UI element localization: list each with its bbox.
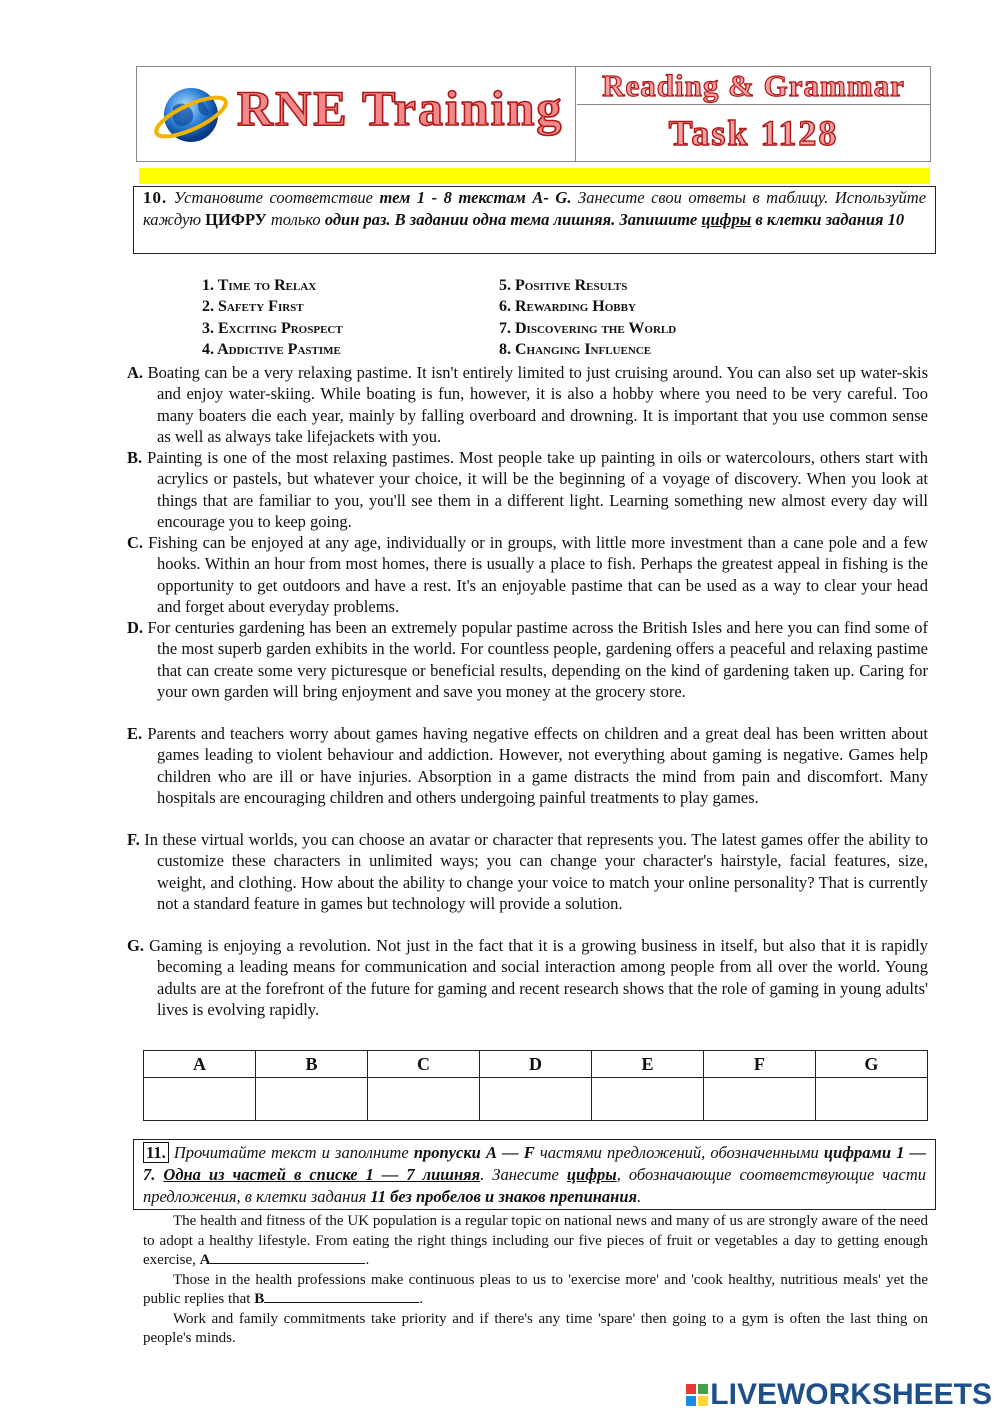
instr-text: ЦИФРУ bbox=[205, 210, 267, 229]
paragraph-label: D. bbox=[127, 618, 144, 637]
paragraph-label: A. bbox=[127, 363, 144, 382]
header-title: Reading & Grammar bbox=[577, 67, 930, 105]
passage-text: The health and fitness of the UK population is a regular topic on national news and many of us are strongly aware of the need to adopt a healthy lifestyle. From eating the right things including our five pieces of fruit or vegetables a day to getting enough exercise, bbox=[143, 1213, 928, 1268]
topic-item: 8. Changing Influence bbox=[499, 341, 652, 358]
table-header-cell: G bbox=[815, 1051, 927, 1078]
header-task-number: Task 1128 bbox=[668, 113, 839, 153]
instr-text: цифры bbox=[566, 1165, 617, 1184]
paragraph-text: For centuries gardening has been an extremely popular pastime across the British Isles and here you can find some of the most superb garden exhibits in the world. For countless people, gardening offers a peaceful and relaxing pastime that can create some very picturesque or beneficial results, depending on the kind of gardening taken up. Caring for your own garden will bring enjoyment and save you money at the grocery store. bbox=[147, 618, 929, 701]
table-header-cell: E bbox=[591, 1051, 703, 1078]
instr-text: Прочитайте текст и заполните bbox=[173, 1143, 409, 1162]
topic-item: 3. Exciting Prospect bbox=[202, 320, 343, 337]
paragraph-text: Fishing can be enjoyed at any age, individually or in groups, with little more investment than a cane pole and a few hooks. Within an hour from most homes, there is usually a place to fish. Perhaps the greatest appeal in fishing is the opportunity to get outdoors and have a rest. It's an enjoyable pastime that can be used as a way to clear your head and forget about everyday problems. bbox=[148, 533, 929, 616]
text-paragraph-e bbox=[127, 723, 928, 808]
task10-instructions bbox=[133, 186, 936, 254]
instr-text: Занесите свои ответы в таблицу. Используйте каждую bbox=[143, 188, 927, 229]
instr-text: тем 1 - 8 текстам А- G. bbox=[379, 188, 572, 207]
topic-item: 6. Rewarding Hobby bbox=[499, 298, 636, 315]
text-paragraph-g bbox=[127, 935, 928, 1020]
answer-cell-f[interactable] bbox=[703, 1078, 815, 1121]
instr-text: . bbox=[637, 1187, 642, 1206]
instr-text: один раз. В задании одна тема лишняя. Запишите bbox=[324, 210, 698, 229]
instr-text: . Занесите bbox=[480, 1165, 559, 1184]
instr-text: в клетки задания 10 bbox=[755, 210, 905, 229]
instr-text: Установите соответствие bbox=[173, 188, 373, 207]
table-header-cell: B bbox=[256, 1051, 368, 1078]
instr-text: цифры bbox=[701, 210, 752, 229]
table-header-cell: D bbox=[479, 1051, 591, 1078]
text-paragraph-a bbox=[127, 362, 928, 447]
topic-item: 4. Addictive Pastime bbox=[202, 341, 341, 358]
gap-blank-b[interactable] bbox=[264, 1290, 419, 1303]
globe-icon bbox=[151, 77, 231, 149]
table-header-cell: F bbox=[703, 1051, 815, 1078]
instr-text: частями предложений, обозначенными bbox=[539, 1143, 819, 1162]
answer-cell-a[interactable] bbox=[144, 1078, 256, 1121]
liveworksheets-logo bbox=[686, 1378, 992, 1412]
answer-table bbox=[143, 1050, 928, 1121]
yellow-divider bbox=[139, 168, 930, 184]
brand-text: LIVEWORKSHEETS bbox=[710, 1378, 992, 1411]
table-header-cell: C bbox=[367, 1051, 479, 1078]
topic-item: 2. Safety First bbox=[202, 298, 304, 315]
header-box bbox=[136, 66, 931, 162]
table-header-cell: A bbox=[144, 1051, 256, 1078]
paragraph-text: Gaming is enjoying a revolution. Not just in the fact that it is a growing business in itself, but also that it is rapidly becoming a leading means for communication and social interaction among people from all over the world. Young adults are at the forefront of the future for gaming and recent research shows that the role of gaming in young adults' lives is evolving rapidly. bbox=[149, 936, 928, 1019]
paragraph-label: E. bbox=[127, 724, 143, 743]
gap-label: B bbox=[254, 1291, 265, 1307]
passage-text: Those in the health professions make continuous pleas to us to 'exercise more' and 'cook healthy, nutritious meals' yet the public replies that bbox=[143, 1271, 928, 1307]
answer-cell-d[interactable] bbox=[479, 1078, 591, 1121]
instr-text: 11 без пробелов и знаков препинания bbox=[370, 1187, 638, 1206]
paragraph-text: Painting is one of the most relaxing pastimes. Most people take up painting in oils or watercolours, others start with acrylics or pastels, but whatever your choice, it will be the beginning of a voyage of discovery. When you look at things that are familiar to you, you'll see them in a different light. Learning something new almost every day will encourage you to keep going. bbox=[147, 448, 928, 531]
answer-cell-c[interactable] bbox=[367, 1078, 479, 1121]
paragraph-label: G. bbox=[127, 936, 144, 955]
text-paragraph-c bbox=[127, 532, 928, 617]
topic-item: 1. Time to Relax bbox=[202, 277, 317, 294]
gap-label: A bbox=[199, 1252, 211, 1268]
liveworksheets-icon bbox=[686, 1384, 708, 1406]
logo-title: RNE Training bbox=[237, 80, 564, 136]
passage-paragraph: Those in the health professions make continuous pleas to us to 'exercise more' and 'cook healthy, nutritious meals' yet the public replies that B . bbox=[143, 1271, 928, 1307]
paragraph-text: In these virtual worlds, you can choose an avatar or character that represents you. The latest games offer the ability to customize these characters in unlimited ways; you can change your character's hairstyle, facial features, size, weight, and clothing. How about the ability to change your voice to match your online personality? That is currently not a standard feature in games but technology will provide a solution. bbox=[144, 830, 929, 913]
instr-text: , обозначающие соответствующие части предложения, в клетки задания bbox=[143, 1165, 927, 1206]
task11-instructions bbox=[133, 1139, 936, 1210]
passage-paragraph bbox=[143, 1310, 928, 1349]
task11-number: 11. bbox=[143, 1142, 169, 1163]
text-paragraph-b bbox=[127, 447, 928, 532]
logo-area bbox=[137, 67, 576, 161]
topic-item: 7. Discovering the World bbox=[499, 320, 677, 337]
paragraph-label: C. bbox=[127, 533, 144, 552]
text-paragraph-f bbox=[127, 829, 928, 914]
paragraph-label: F. bbox=[127, 830, 140, 849]
text-paragraph-d bbox=[127, 617, 928, 702]
instr-text: пропуски А — F bbox=[413, 1143, 535, 1162]
answer-cell-g[interactable] bbox=[815, 1078, 927, 1121]
answer-cell-e[interactable] bbox=[591, 1078, 703, 1121]
answer-cell-b[interactable] bbox=[256, 1078, 368, 1121]
instr-text: цифрами 1 — 7. bbox=[143, 1143, 927, 1184]
paragraph-text: Boating can be a very relaxing pastime. It isn't entirely limited to just cruising around. You can also set up water-skis and enjoy water-skiing. While boating is fun, however, it is also a hobby where you need to be very careful. Too many boaters die each year, mainly by falling overboard and drowning. It is important that you use common sense as well as always take lifejackets with you. bbox=[147, 363, 929, 446]
passage bbox=[143, 1212, 928, 1349]
passage-text: Work and family commitments take priority and if there's any time 'spare' then going to a gym is often the last thing on people's minds. bbox=[143, 1310, 928, 1346]
task10-number: 10. bbox=[143, 188, 168, 207]
instr-text: только bbox=[270, 210, 321, 229]
instr-text: Одна из частей в списке 1 — 7 лишняя bbox=[163, 1165, 481, 1184]
paragraph-text: Parents and teachers worry about games having negative effects on children and a great deal has been written about games leading to violent behaviour and addiction. However, not everything about gaming is negative. Games help children who are ill or have injuries. Absorption in a game distracts the mind from pain and discomfort. Many hospitals are encouraging children and others undergoing painful treatments to play games. bbox=[147, 724, 929, 807]
topic-item: 5. Positive Results bbox=[499, 277, 628, 294]
gap-blank-a[interactable] bbox=[210, 1251, 365, 1264]
paragraph-label: B. bbox=[127, 448, 143, 467]
passage-paragraph: The health and fitness of the UK population is a regular topic on national news and many of us are strongly aware of the need to adopt a healthy lifestyle. From eating the right things including our five pieces of fruit or vegetables a day to getting enough exercise, A . bbox=[143, 1213, 928, 1268]
